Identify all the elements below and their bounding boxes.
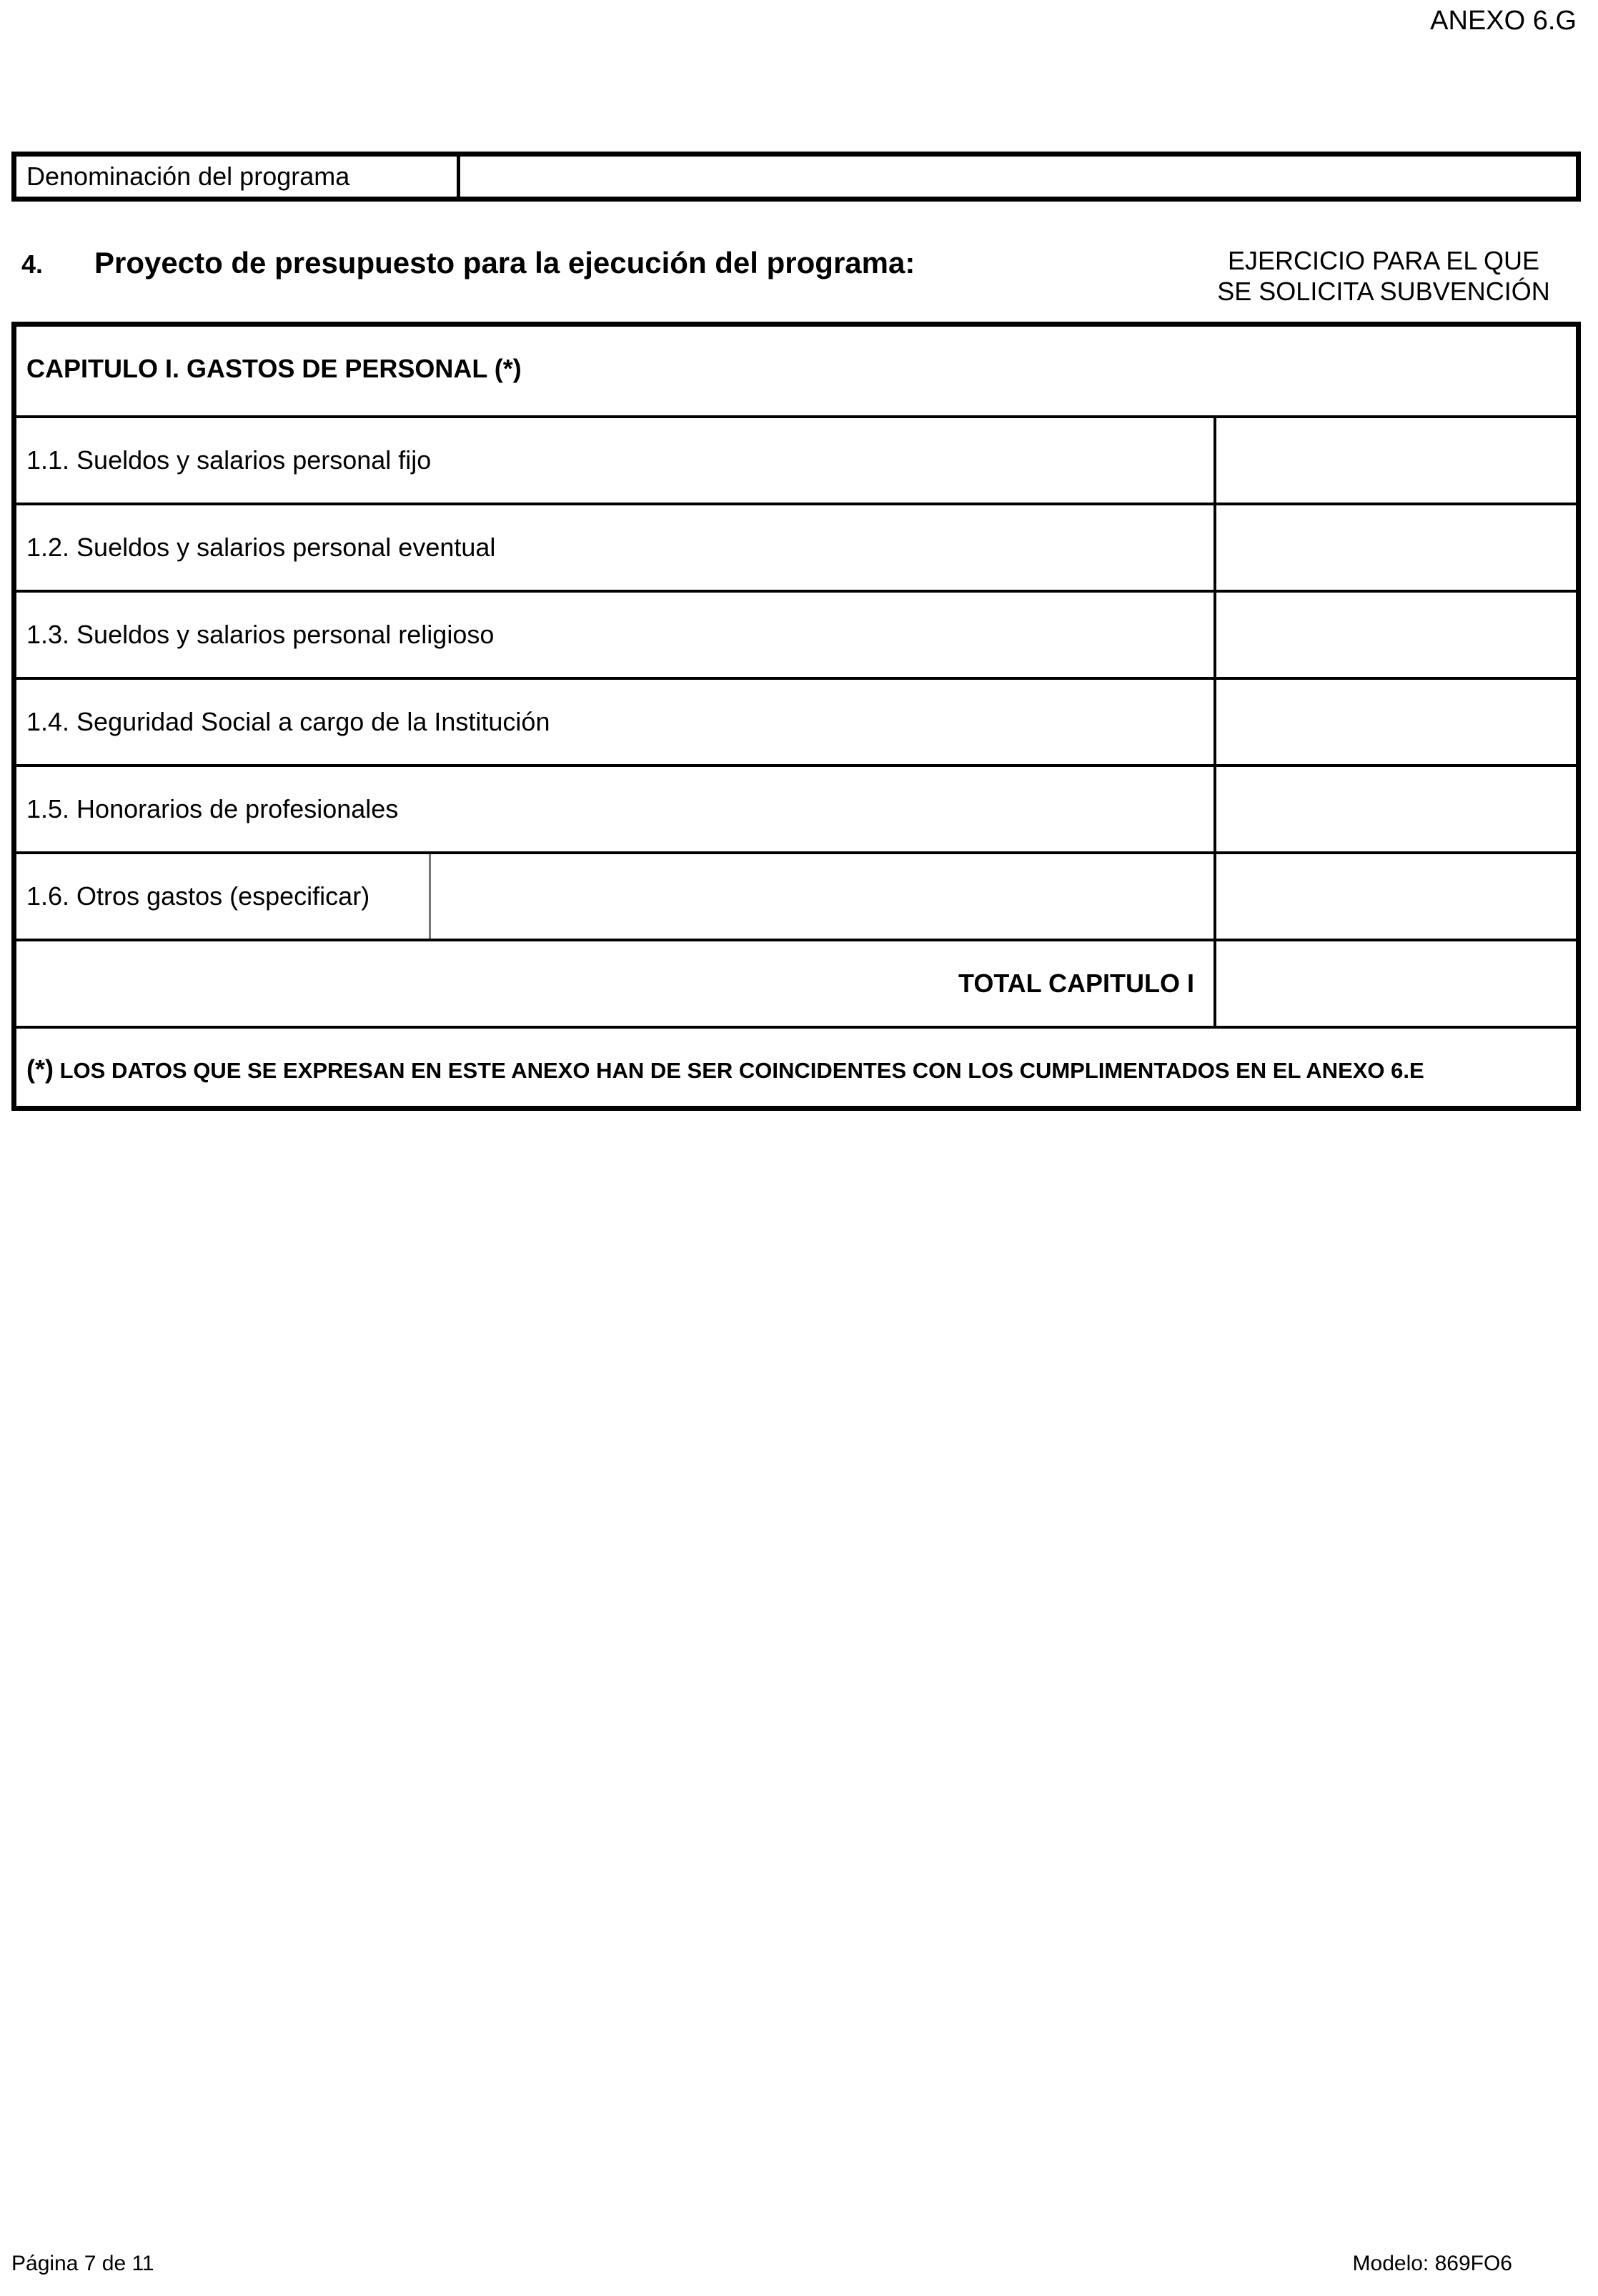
program-name-field[interactable] — [460, 157, 1576, 197]
model-code: Modelo: 869FO6 — [1352, 2252, 1512, 2275]
section-heading — [21, 246, 915, 280]
footnote-row — [16, 1026, 1576, 1106]
table-row — [16, 415, 1576, 503]
amount-cell[interactable] — [1214, 418, 1581, 503]
row-label: 1.2. Sueldos y salarios personal eventual — [26, 533, 496, 562]
table-row — [16, 764, 1576, 851]
table-row — [16, 503, 1576, 590]
amount-cell[interactable] — [1214, 767, 1581, 851]
row-label: 1.4. Seguridad Social a cargo de la Institución — [26, 707, 550, 736]
total-label: TOTAL CAPITULO I — [958, 969, 1194, 998]
chapter-row — [16, 327, 1576, 415]
row-label: 1.3. Sueldos y salarios personal religioso — [26, 620, 495, 649]
table-row — [16, 677, 1576, 764]
total-amount-cell[interactable] — [1214, 941, 1581, 1026]
amount-cell[interactable] — [1214, 593, 1581, 677]
row-label: 1.5. Honorarios de profesionales — [26, 794, 399, 823]
total-row — [16, 939, 1576, 1026]
amount-cell[interactable] — [1214, 505, 1581, 590]
fiscal-year-label-line1: EJERCICIO PARA EL QUE — [1227, 246, 1540, 275]
fiscal-year-label — [1198, 245, 1569, 307]
footnote-marker: (*) — [26, 1054, 54, 1084]
fiscal-year-label-line2: SE SOLICITA SUBVENCIÓN — [1217, 277, 1550, 306]
row-label: 1.6. Otros gastos (especificar) — [26, 881, 370, 911]
section-number: 4. — [21, 249, 44, 279]
table-row — [16, 590, 1576, 677]
annex-code: ANEXO 6.G — [1430, 6, 1577, 36]
page-number: Página 7 de 11 — [11, 2252, 154, 2275]
row-label: 1.1. Sueldos y salarios personal fijo — [26, 445, 432, 475]
amount-cell[interactable] — [1214, 854, 1581, 939]
amount-cell[interactable] — [1214, 680, 1581, 764]
footnote — [26, 1054, 1424, 1084]
section-title: Proyecto de presupuesto para la ejecución del programa: — [94, 246, 915, 279]
table-row — [16, 851, 1576, 939]
specify-cell[interactable] — [429, 854, 1214, 939]
budget-table — [11, 322, 1581, 1111]
program-name-box — [11, 152, 1581, 202]
footnote-text: LOS DATOS QUE SE EXPRESAN EN ESTE ANEXO HAN DE SER COINCIDENTES CON LOS CUMPLIMENTADOS EN EL ANEXO 6.E — [59, 1058, 1424, 1083]
program-name-label: Denominación del programa — [16, 157, 460, 197]
chapter-title: CAPITULO I. GASTOS DE PERSONAL (*) — [26, 354, 522, 383]
